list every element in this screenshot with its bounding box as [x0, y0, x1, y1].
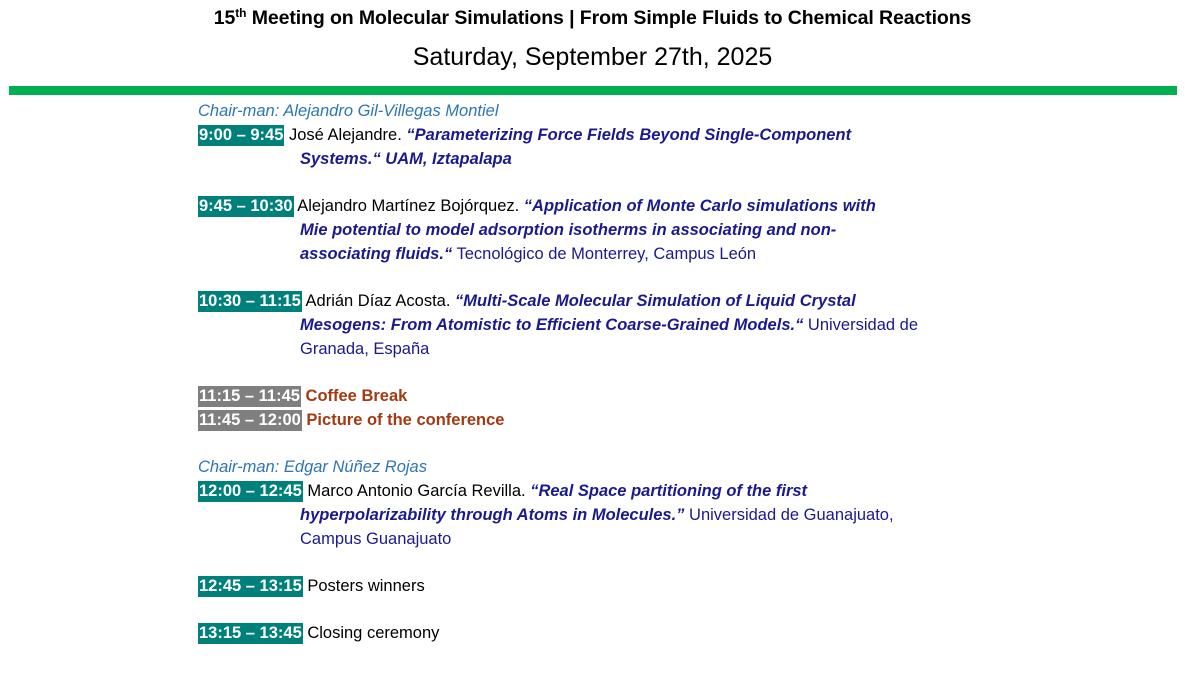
session2-chair: Chair-man: Edgar Núñez Rojas: [198, 458, 427, 476]
item-label: Posters winners: [302, 577, 425, 595]
header-divider: [9, 86, 1177, 95]
break-time-badge: 11:45 – 12:00: [199, 411, 301, 429]
break-group: [198, 384, 958, 432]
time-badge: 10:30 – 11:15: [199, 292, 301, 310]
title-superscript: th: [235, 6, 247, 20]
talk-title: Mie potential to model adsorption isotherms in associating and non-: [300, 221, 837, 239]
institution: Granada, España: [300, 340, 430, 358]
speaker-name: José Alejandre.: [284, 126, 407, 144]
institution: Campus Guanajuato: [300, 530, 452, 548]
speaker-name: Adrián Díaz Acosta.: [301, 292, 456, 310]
closing-item: [198, 621, 958, 645]
time-badge: 12:00 – 12:45: [199, 482, 302, 500]
time-badge: 9:00 – 9:45: [199, 126, 284, 144]
talk-title: “Application of Monte Carlo simulations with: [523, 197, 876, 215]
speaker-name: Marco Antonio García Revilla.: [302, 482, 531, 500]
talk-title: “Real Space partitioning of the first: [530, 482, 808, 500]
break-label: Coffee Break: [300, 387, 408, 405]
event-date: Saturday, September 27th, 2025: [412, 43, 773, 71]
talk-title: “Parameterizing Force Fields Beyond Single-Component: [406, 126, 852, 144]
talk-item: [198, 123, 958, 171]
time-badge: 13:15 – 13:45: [199, 624, 302, 642]
talk-item: [198, 194, 958, 266]
title-prefix: 15: [213, 7, 236, 29]
talk-title: associating fluids.“: [300, 245, 453, 263]
title-rest: Meeting on Molecular Simulations | From Simple Fluids to Chemical Reactions: [246, 7, 972, 29]
time-badge: 9:45 – 10:30: [199, 197, 293, 215]
speaker-name: Alejandro Martínez Bojórquez.: [293, 197, 524, 215]
talk-item: [198, 289, 958, 361]
session1-chair: Chair-man: Alejandro Gil-Villegas Montiel: [198, 102, 499, 120]
program-schedule: [198, 99, 958, 668]
talk-title: “Multi-Scale Molecular Simulation of Liquid Crystal: [455, 292, 856, 310]
institution: Universidad de: [803, 316, 918, 334]
page-title: [0, 7, 1185, 30]
break-time-badge: 11:15 – 11:45: [199, 387, 300, 405]
break-label: Picture of the conference: [301, 411, 505, 429]
talk-title: Systems.“ UAM, Iztapalapa: [300, 150, 512, 168]
item-label: Closing ceremony: [302, 624, 440, 642]
closing-item: [198, 574, 958, 598]
institution: Universidad de Guanajuato,: [684, 506, 894, 524]
talk-title: hyperpolarizability through Atoms in Molecules.”: [300, 506, 685, 524]
institution: Tecnológico de Monterrey, Campus León: [452, 245, 757, 263]
time-badge: 12:45 – 13:15: [199, 577, 302, 595]
talk-item: [198, 479, 958, 551]
talk-title: Mesogens: From Atomistic to Efficient Coarse-Grained Models.“: [300, 316, 804, 334]
